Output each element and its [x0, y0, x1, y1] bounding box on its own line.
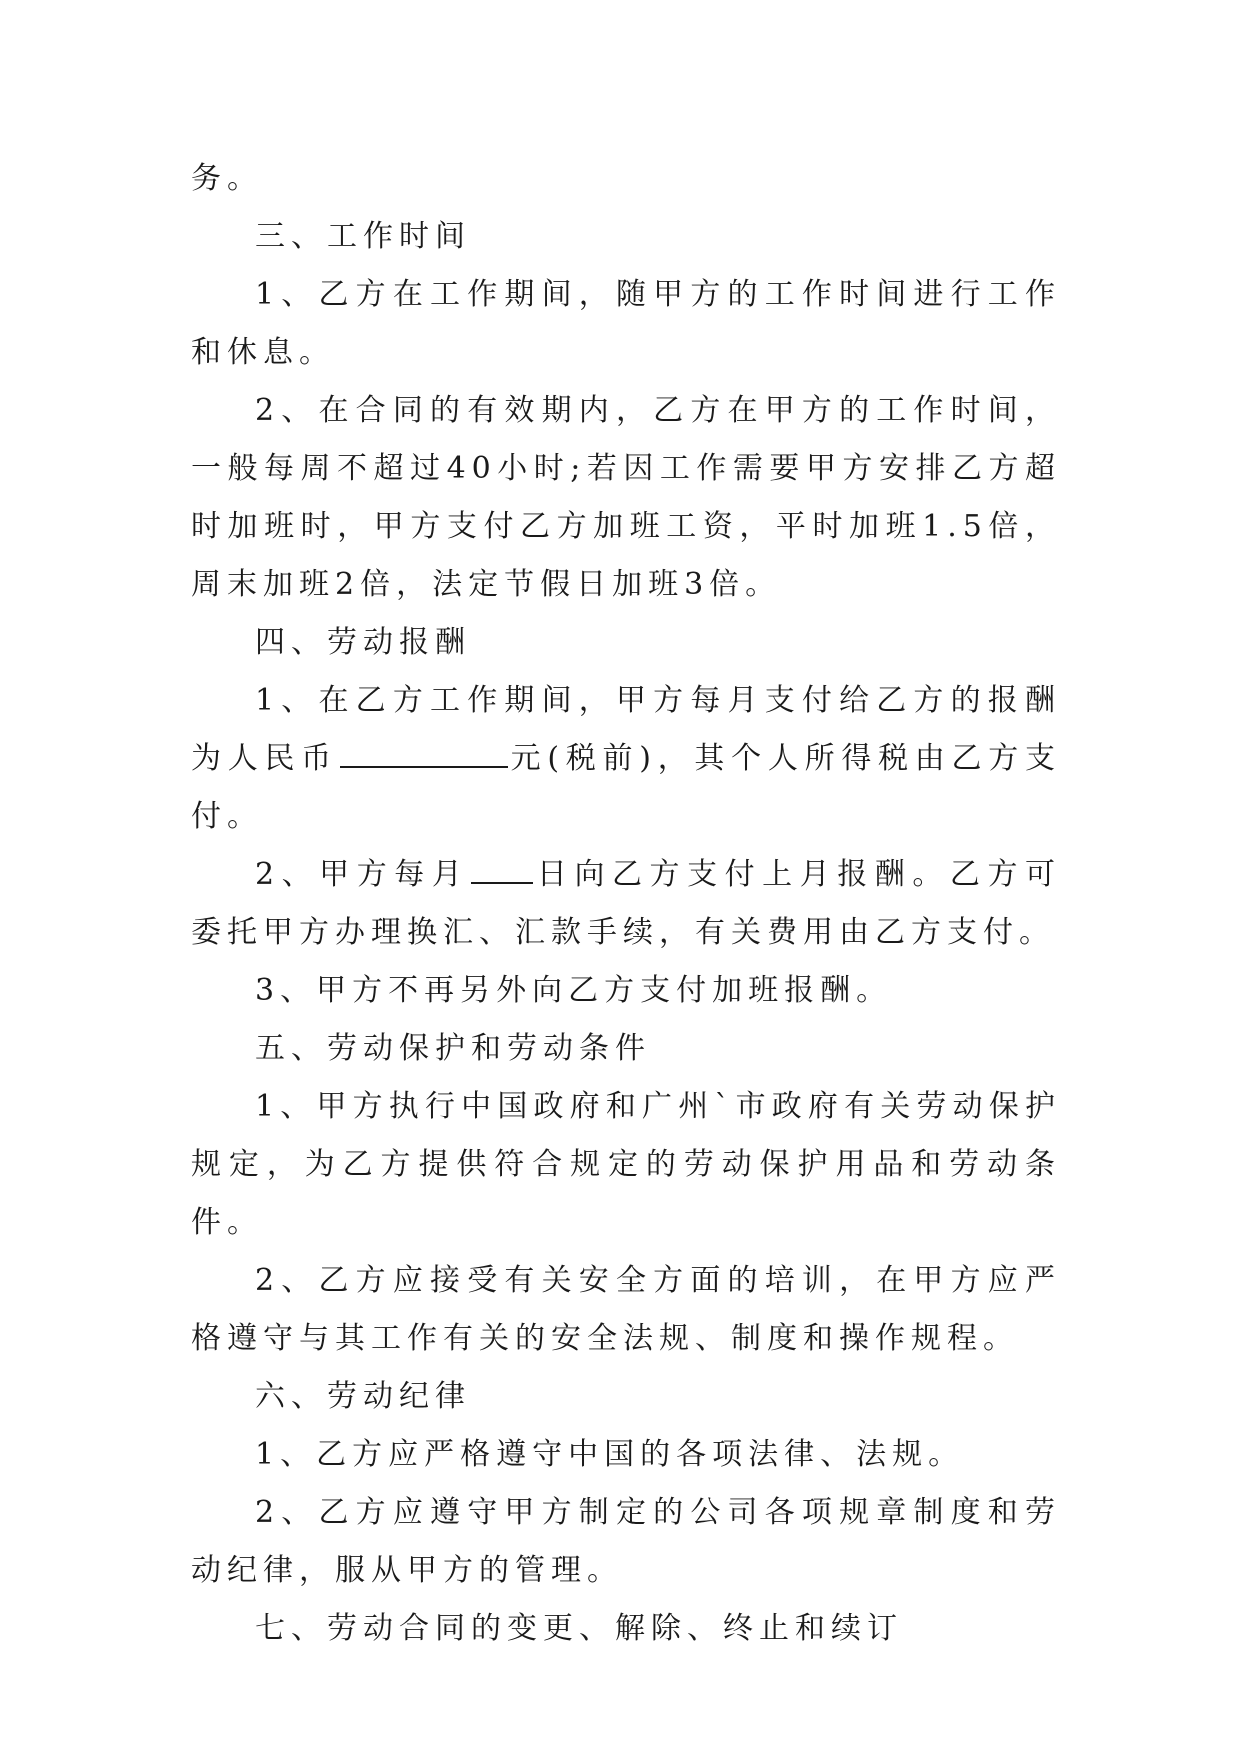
clause-4-1-part-b: 元(税前)，其个人所得税由乙方支付。 [191, 741, 1061, 834]
clause-4-2 [191, 846, 1061, 962]
pay-day-blank [471, 854, 533, 884]
section-heading-labor-discipline: 六、劳动纪律 [255, 1379, 471, 1414]
clause-6-2: 2、乙方应遵守甲方制定的公司各项规章制度和劳动纪律，服从甲方的管理。 [191, 1495, 1061, 1588]
paragraph-continuation: 务。 [191, 161, 263, 196]
clause-3-1: 1、乙方在工作期间，随甲方的工作时间进行工作和休息。 [191, 277, 1061, 370]
clause-4-2-part-b: 日向乙方支付上月报酬。乙方可委托甲方办理换汇、汇款手续，有关费用由乙方支付。 [191, 857, 1061, 950]
section-heading-contract-changes: 七、劳动合同的变更、解除、终止和续订 [255, 1611, 903, 1646]
clause-6-1: 1、乙方应严格遵守中国的各项法律、法规。 [255, 1437, 965, 1472]
clause-5-1: 1、甲方执行中国政府和广州`市政府有关劳动保护规定，为乙方提供符合规定的劳动保护用品和劳动条件。 [191, 1089, 1061, 1240]
clause-4-1 [191, 672, 1061, 846]
clause-5-2: 2、乙方应接受有关安全方面的培训，在甲方应严格遵守与其工作有关的安全法规、制度和操作规程。 [191, 1263, 1061, 1356]
clause-4-1-part-a: 1、在乙方工作期间，甲方每月支付给乙方的报酬为人民币 [191, 683, 1061, 776]
salary-amount-blank [340, 738, 508, 768]
clause-4-2-part-a: 2、甲方每月 [255, 857, 470, 892]
section-heading-work-time: 三、工作时间 [255, 219, 471, 254]
document-body [191, 150, 1061, 1658]
clause-3-2: 2、在合同的有效期内，乙方在甲方的工作时间，一般每周不超过40小时;若因工作需要甲方安排乙方超时加班时，甲方支付乙方加班工资，平时加班1.5倍，周末加班2倍，法定节假日加班3倍。 [191, 393, 1061, 602]
section-heading-remuneration: 四、劳动报酬 [255, 625, 471, 660]
clause-4-3: 3、甲方不再另外向乙方支付加班报酬。 [255, 973, 893, 1008]
section-heading-labor-protection: 五、劳动保护和劳动条件 [255, 1031, 651, 1066]
